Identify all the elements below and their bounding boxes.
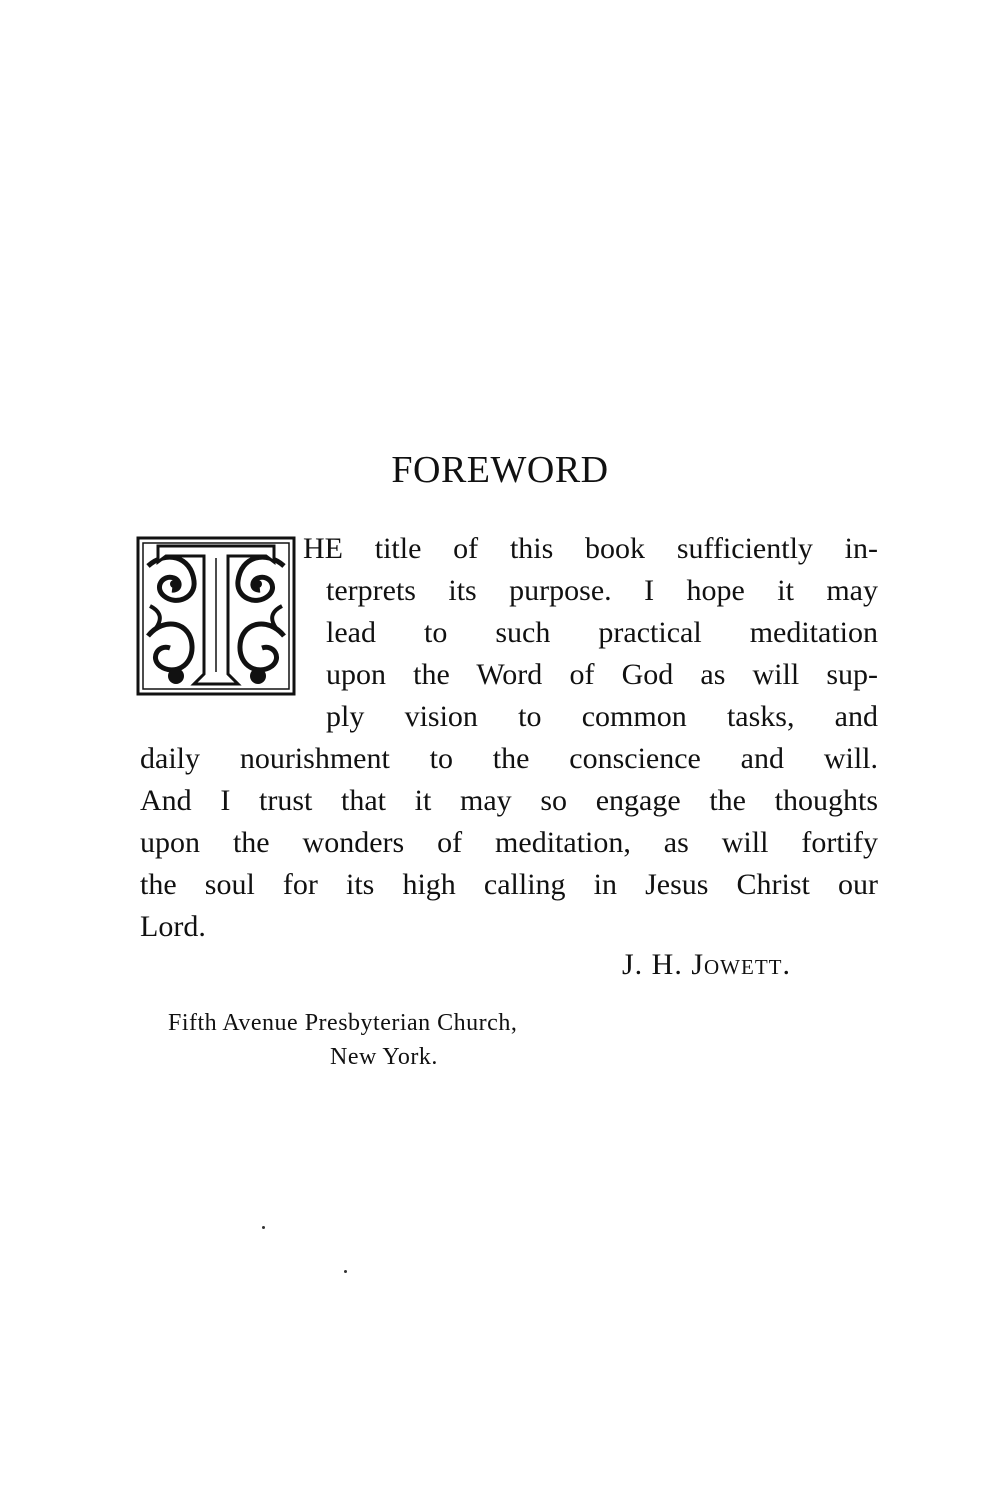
signature-initials: J. H. J (622, 948, 705, 981)
paragraph-line: Lord. (140, 910, 206, 943)
speck-mark (262, 1226, 265, 1229)
paragraph-line: daily nourishment to the conscience and will. (140, 742, 878, 775)
paragraph-line: upon the Word of God as will sup- (326, 658, 878, 691)
paragraph-line: And I trust that it may so engage the thoughts (140, 784, 878, 817)
decorated-initial-t (136, 536, 296, 696)
place-line-2: New York. (330, 1044, 438, 1070)
paragraph-line: lead to such practical meditation (326, 616, 878, 649)
paragraph-line: ply vision to common tasks, and (326, 700, 878, 733)
place-line-1: Fifth Avenue Presbyterian Church, (168, 1010, 518, 1036)
paragraph-line: the soul for its high calling in Jesus Christ our (140, 868, 878, 901)
signature-surname: owett. (704, 948, 791, 981)
page-title: FOREWORD (391, 449, 609, 491)
speck-mark (344, 1270, 347, 1273)
paragraph-line: HE title of this book sufficiently in- (303, 532, 878, 565)
author-signature (622, 948, 791, 982)
paragraph-line: upon the wonders of meditation, as will fortify (140, 826, 878, 859)
paragraph-line: terprets its purpose. I hope it may (326, 574, 878, 607)
